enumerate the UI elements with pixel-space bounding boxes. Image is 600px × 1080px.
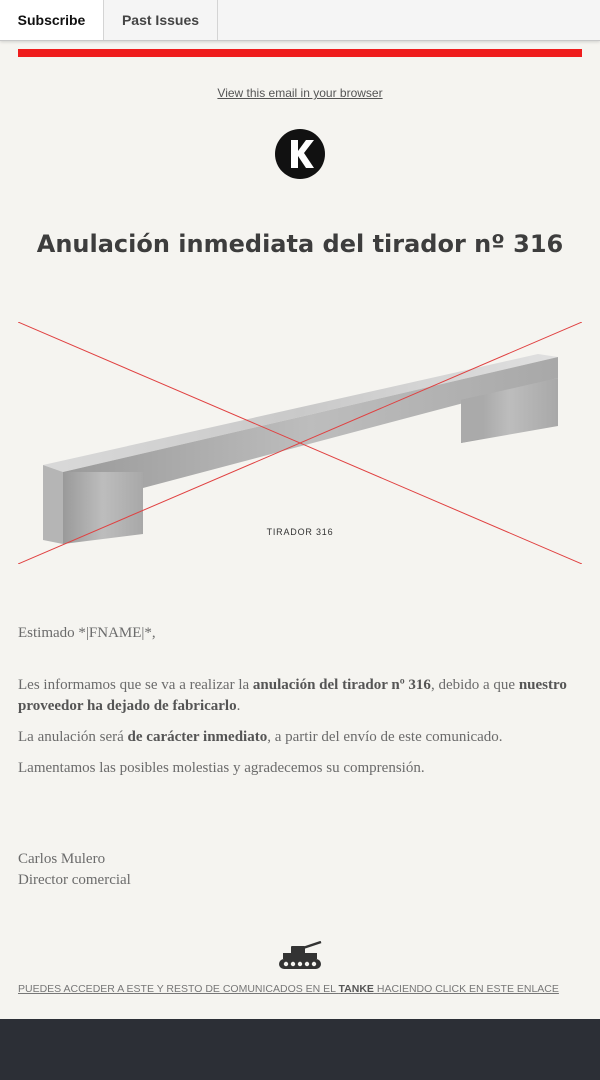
tanke-link[interactable] [18, 983, 582, 995]
signature-title: Director comercial [18, 872, 131, 888]
k-logo-icon[interactable] [275, 129, 325, 179]
p1-bold-2: nuestro proveedor ha dejado de fabricarlo [18, 677, 567, 714]
tab-past-issues[interactable]: Past Issues [104, 0, 218, 40]
top-navigation [0, 0, 600, 41]
p2-text-2: , a partir del envío de este comunicado. [267, 729, 503, 745]
headline: Anulación inmediata del tirador nº 316 [36, 230, 564, 258]
footer-link-bold[interactable]: TANKE [338, 983, 374, 995]
handle-bar [43, 354, 558, 544]
p1-text-1: Les informamos que se va a realizar la [18, 677, 253, 693]
signature-name: Carlos Mulero [18, 851, 106, 867]
accent-bar [18, 49, 582, 57]
tank-icon[interactable] [277, 941, 323, 971]
p1-text-2: , debido a que [430, 677, 519, 693]
p1-bold-1: anulación del tirador nº 316 [252, 677, 431, 693]
footer-link-text-2[interactable]: HACIENDO CLICK EN ESTE ENLACE [373, 983, 559, 995]
paragraph-2 [18, 727, 582, 748]
view-in-browser-label[interactable]: View this email in your browser [217, 86, 383, 100]
p2-text-1: La anulación será [18, 729, 128, 745]
greeting: Estimado *|FNAME|*, [18, 625, 156, 641]
p1-text-3: . [236, 698, 241, 714]
paragraph-3: Lamentamos las posibles molestias y agradecemos su comprensión. [18, 760, 425, 776]
footer-link-text-1[interactable]: PUEDES ACCEDER A ESTE Y RESTO DE COMUNICADOS EN EL [18, 983, 339, 995]
view-in-browser-link[interactable] [0, 86, 600, 100]
p2-bold: de carácter inmediato [127, 729, 268, 745]
product-caption: TIRADOR 316 [266, 527, 334, 537]
paragraph-1 [18, 675, 582, 717]
tab-subscribe[interactable]: Subscribe [0, 0, 104, 40]
dark-footer [0, 1019, 600, 1080]
product-image [18, 322, 582, 564]
